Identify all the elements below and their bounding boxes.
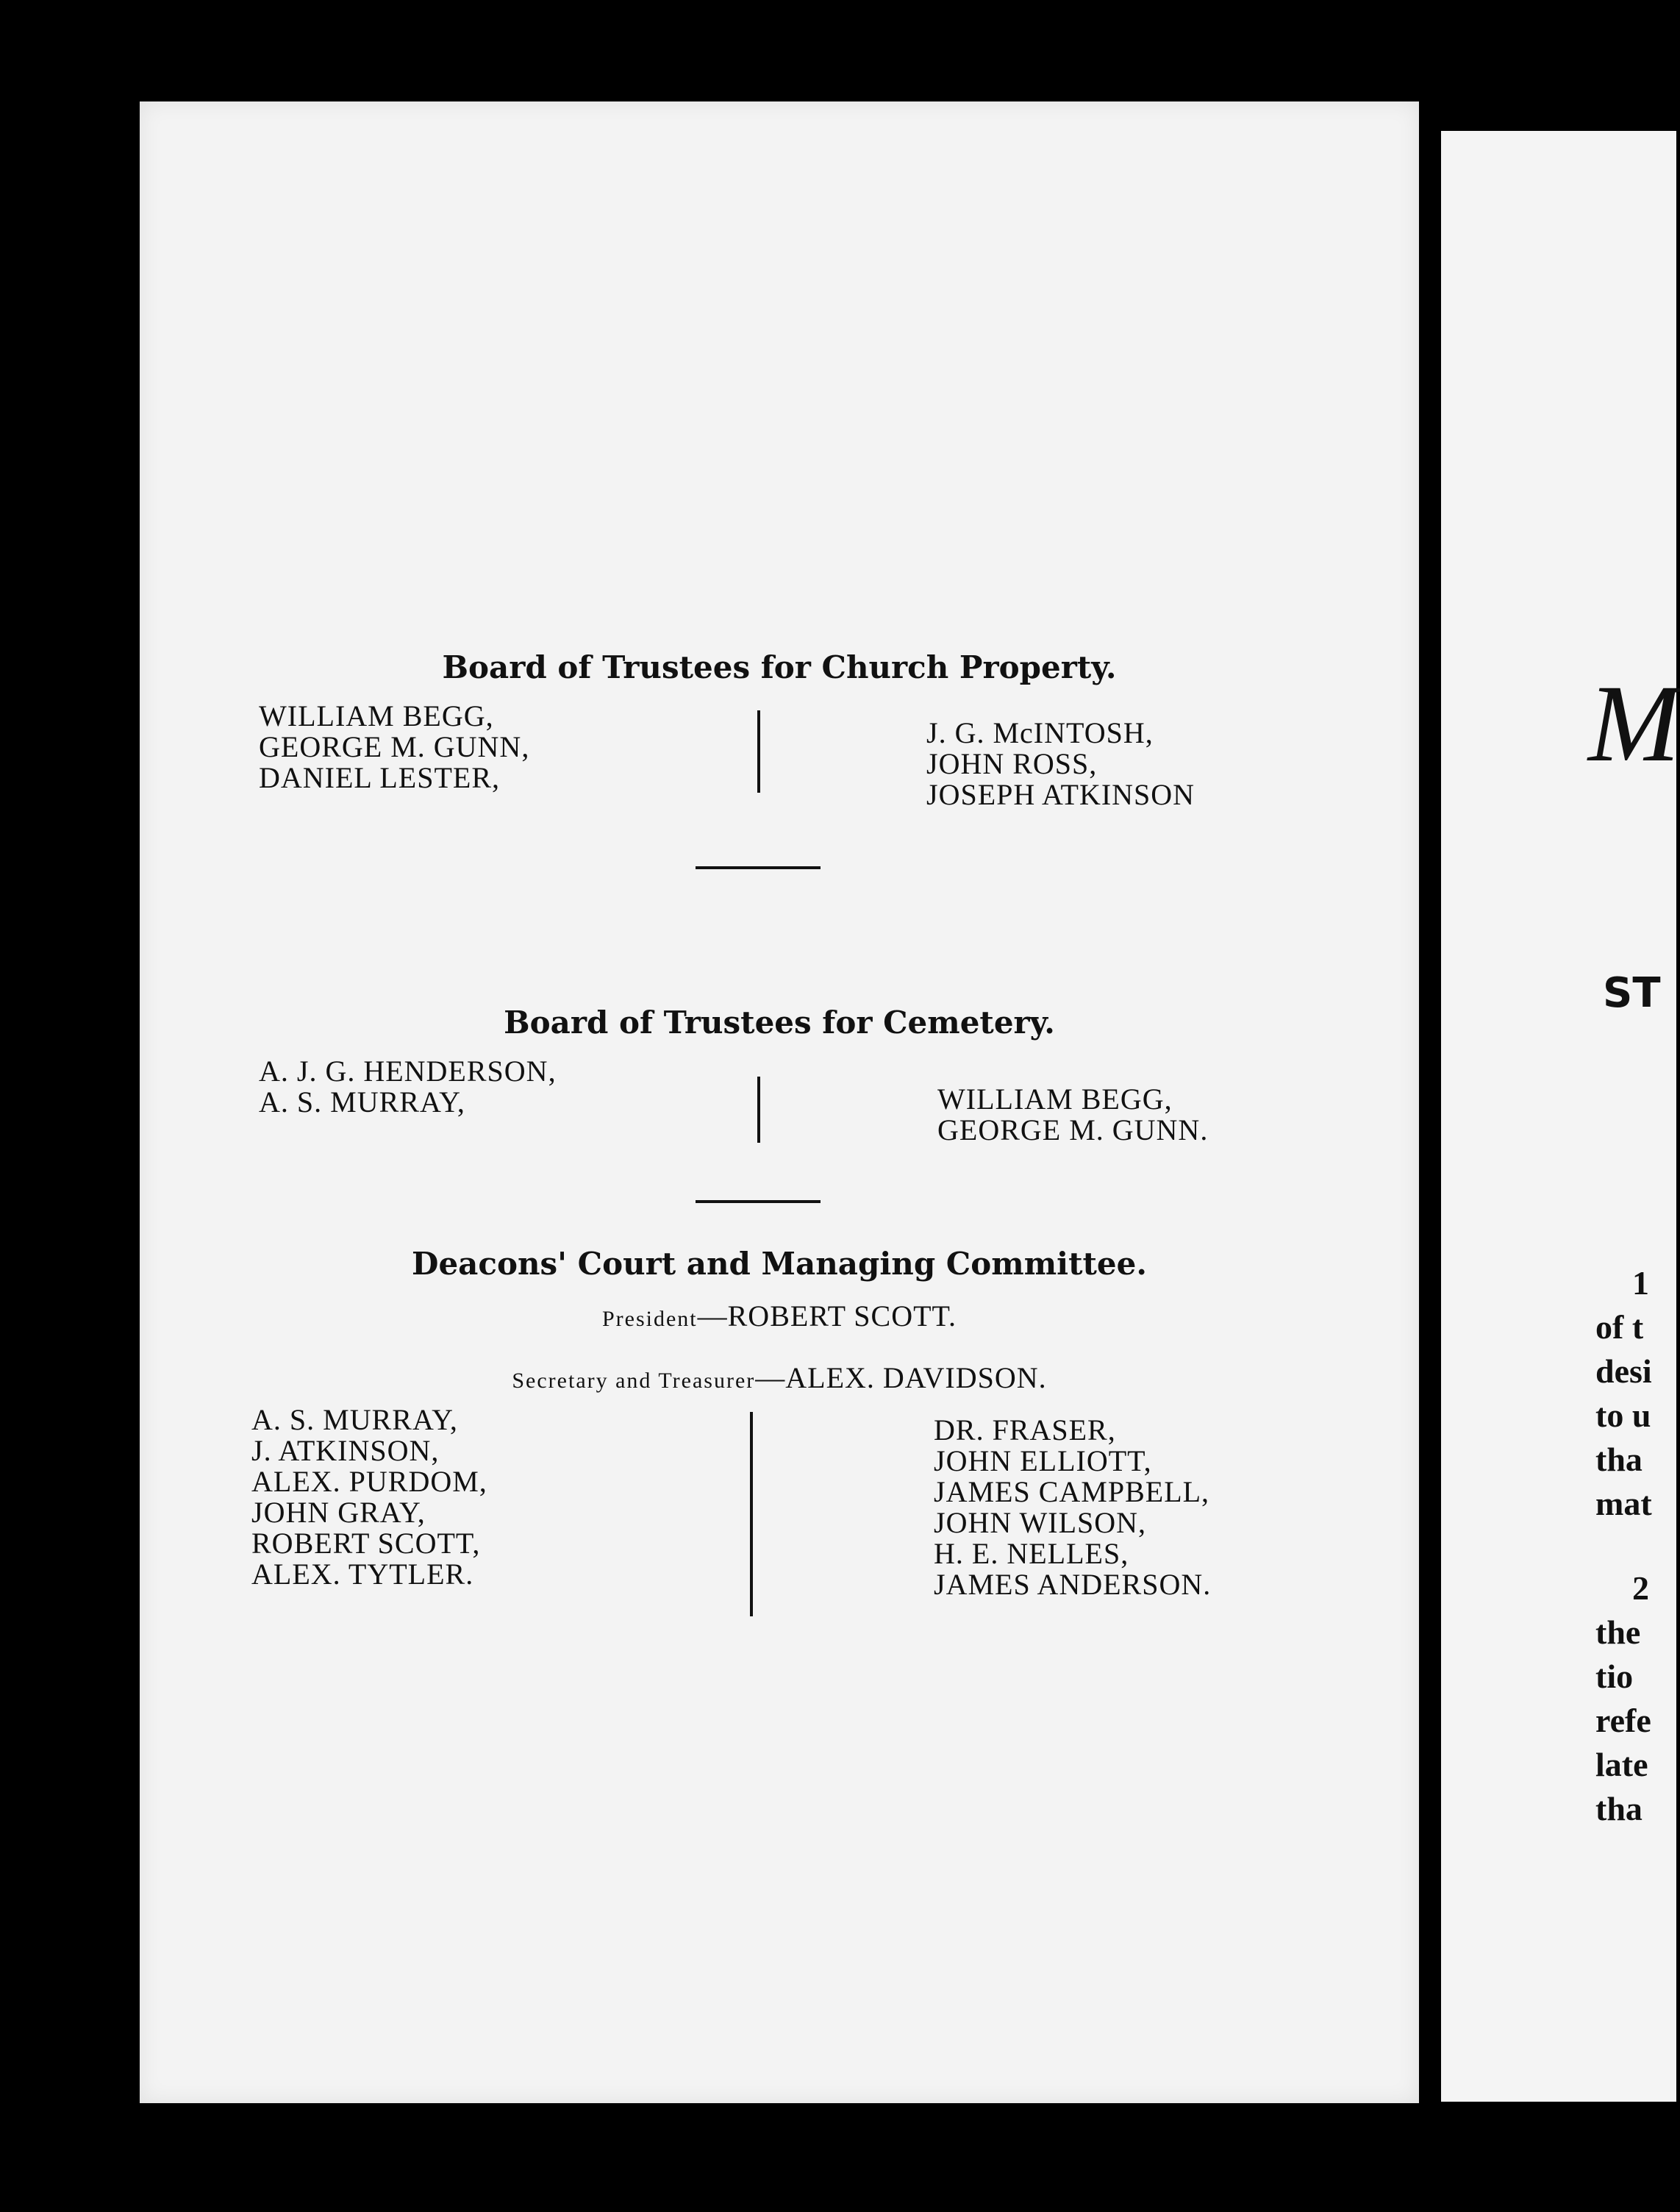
list-item: H. E. NELLES,: [934, 1537, 1129, 1570]
right-page-fragment: desi: [1595, 1352, 1652, 1390]
right-page-fragment: 2: [1632, 1569, 1649, 1607]
list-item: A. S. MURRAY,: [251, 1403, 458, 1436]
cemetery-left-column: [259, 1056, 557, 1118]
president-line: [140, 1299, 1419, 1333]
right-page-fragment: ST: [1603, 969, 1661, 1017]
column-divider: [757, 710, 760, 793]
right-page-fragment: M: [1588, 663, 1680, 785]
church-property-title: Board of Trustees for Church Property.: [442, 649, 1117, 685]
list-item: WILLIAM BEGG,: [259, 699, 494, 732]
president-label: President: [601, 1307, 698, 1331]
list-item: ALEX. TYTLER.: [251, 1558, 474, 1591]
list-item: DR. FRASER,: [934, 1413, 1116, 1446]
deacons-left-column: [251, 1405, 487, 1590]
list-item: GEORGE M. GUNN,: [259, 730, 530, 763]
list-item: ROBERT SCOTT,: [251, 1527, 481, 1560]
list-item: JOHN WILSON,: [934, 1506, 1147, 1539]
right-page-fragment: late: [1595, 1746, 1648, 1783]
list-item: WILLIAM BEGG,: [937, 1082, 1173, 1116]
list-item: JOHN GRAY,: [251, 1496, 426, 1529]
deacons-right-column: [934, 1415, 1211, 1600]
list-item: GEORGE M. GUNN.: [937, 1113, 1209, 1146]
list-item: DANIEL LESTER,: [259, 761, 501, 794]
list-item: A. J. G. HENDERSON,: [259, 1055, 557, 1088]
right-page-fragment: 1: [1632, 1264, 1649, 1302]
list-item: JAMES ANDERSON.: [934, 1568, 1212, 1601]
list-item: J. G. McINTOSH,: [926, 716, 1154, 749]
secretary-line: [140, 1360, 1419, 1395]
right-page-fragment: of t: [1595, 1308, 1644, 1346]
section-divider: [696, 866, 821, 869]
list-item: JAMES CAMPBELL,: [934, 1475, 1210, 1508]
president-name: —ROBERT SCOTT.: [697, 1299, 957, 1332]
secretary-label: Secretary and Treasurer: [512, 1369, 756, 1393]
section-divider: [696, 1200, 821, 1203]
right-page-fragment: tio: [1595, 1658, 1634, 1695]
right-page: [1441, 131, 1680, 2102]
secretary-name: —ALEX. DAVIDSON.: [755, 1361, 1047, 1394]
list-item: JOHN ELLIOTT,: [934, 1444, 1152, 1477]
cemetery-title: Board of Trustees for Cemetery.: [504, 1005, 1055, 1041]
right-page-fragment: to u: [1595, 1396, 1651, 1434]
list-item: A. S. MURRAY,: [259, 1085, 465, 1119]
right-page-fragment: refe: [1595, 1702, 1651, 1739]
column-divider: [750, 1412, 753, 1616]
right-page-fragment: mat: [1595, 1485, 1652, 1522]
right-page-fragment: tha: [1595, 1790, 1643, 1827]
list-item: J. ATKINSON,: [251, 1434, 440, 1467]
right-page-fragment: the: [1595, 1613, 1641, 1651]
list-item: JOHN ROSS,: [926, 747, 1098, 780]
column-divider: [757, 1077, 760, 1143]
deacons-court-title: Deacons' Court and Managing Committee.: [412, 1246, 1147, 1282]
church-property-right-column: [926, 718, 1195, 810]
list-item: JOSEPH ATKINSON: [926, 778, 1195, 811]
right-page-fragment: tha: [1595, 1441, 1643, 1478]
cemetery-right-column: [937, 1084, 1208, 1146]
list-item: ALEX. PURDOM,: [251, 1465, 487, 1498]
left-page: [140, 101, 1419, 2103]
church-property-left-column: [259, 701, 529, 793]
